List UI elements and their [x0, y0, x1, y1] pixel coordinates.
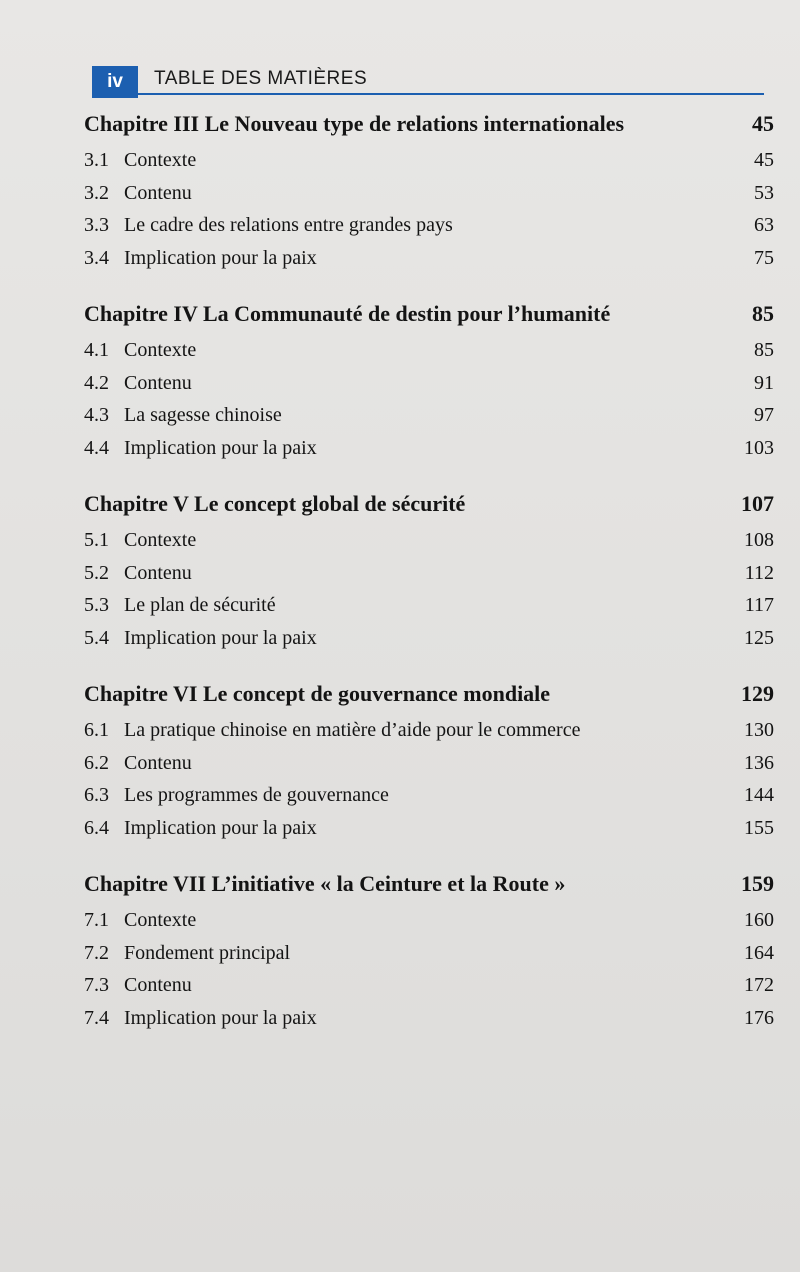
chapter-title: Chapitre IV La Communauté de destin pour l’humanité: [84, 301, 611, 326]
chapter-block: [84, 674, 774, 844]
section-title: Contexte: [124, 529, 197, 551]
section-row: [84, 557, 774, 590]
section-page: 176: [744, 1006, 774, 1029]
chapter-page: 159: [741, 871, 774, 896]
chapter-title: Chapitre V Le concept global de sécurité: [84, 491, 466, 516]
section-number: 4.4: [84, 436, 109, 459]
section-title: Fondement principal: [124, 941, 291, 964]
chapter-title: Chapitre VII L’initiative « la Ceinture et la Route »: [84, 871, 566, 896]
section-row: [84, 747, 774, 780]
chapter-block: [84, 104, 774, 274]
section-number: 7.2: [84, 941, 109, 964]
section-page: 144: [744, 784, 774, 806]
section-page: 130: [744, 719, 774, 741]
section-page: 117: [744, 594, 774, 616]
section-number: 3.2: [84, 181, 109, 204]
section-page: 85: [754, 339, 774, 361]
section-page: 103: [744, 436, 774, 459]
section-title: Contenu: [124, 371, 192, 394]
section-title: Le plan de sécurité: [124, 594, 276, 616]
section-title: Les programmes de gouvernance: [124, 784, 389, 806]
section-page: 112: [744, 561, 774, 584]
chapter-page: 129: [741, 681, 774, 706]
section-number: 6.2: [84, 751, 109, 774]
section-number: 5.3: [84, 594, 109, 616]
section-number: 3.4: [84, 246, 109, 269]
section-row: [84, 367, 774, 400]
section-page: 172: [744, 974, 774, 996]
section-page: 63: [754, 214, 774, 236]
chapter-page: 107: [741, 491, 774, 516]
section-row: [84, 432, 774, 465]
section-number: 5.1: [84, 529, 109, 551]
chapter-heading: [84, 104, 774, 144]
section-title: Le cadre des relations entre grandes pays: [124, 214, 453, 236]
section-number: 7.3: [84, 974, 109, 996]
section-number: 7.4: [84, 1006, 109, 1029]
section-row: [84, 969, 774, 1002]
section-title: Contenu: [124, 751, 192, 774]
section-title: La sagesse chinoise: [124, 404, 282, 426]
section-row: [84, 622, 774, 655]
section-number: 3.1: [84, 149, 109, 171]
section-title: La pratique chinoise en matière d’aide pour le commerce: [124, 719, 581, 741]
chapter-page: 45: [752, 111, 774, 136]
section-number: 5.2: [84, 561, 109, 584]
section-number: 6.3: [84, 784, 109, 806]
chapter-block: [84, 294, 774, 464]
chapter-heading: [84, 294, 774, 334]
section-page: 75: [754, 246, 774, 269]
section-row: [84, 144, 774, 177]
section-page: 136: [744, 751, 774, 774]
section-row: [84, 242, 774, 275]
chapter-heading: [84, 484, 774, 524]
chapter-block: [84, 864, 774, 1034]
section-title: Contenu: [124, 561, 192, 584]
page-number-badge: iv: [92, 66, 138, 98]
section-row: [84, 937, 774, 970]
section-row: [84, 714, 774, 747]
page-header: [92, 66, 764, 98]
section-number: 3.3: [84, 214, 109, 236]
chapter-block: [84, 484, 774, 654]
section-row: [84, 1002, 774, 1035]
section-page: 108: [744, 529, 774, 551]
header-rule: [138, 93, 764, 95]
section-row: [84, 334, 774, 367]
chapter-heading: [84, 674, 774, 714]
section-title: Implication pour la paix: [124, 1006, 317, 1029]
section-page: 160: [744, 909, 774, 931]
table-of-contents: [84, 104, 774, 1054]
chapter-page: 85: [752, 301, 774, 326]
section-title: Contexte: [124, 149, 197, 171]
section-title: Implication pour la paix: [124, 816, 317, 839]
section-number: 4.2: [84, 371, 109, 394]
section-row: [84, 904, 774, 937]
section-row: [84, 209, 774, 242]
section-page: 155: [744, 816, 774, 839]
section-row: [84, 812, 774, 845]
chapter-title: Chapitre III Le Nouveau type de relations internationales: [84, 111, 625, 136]
section-title: Contenu: [124, 181, 192, 204]
section-number: 7.1: [84, 909, 109, 931]
section-row: [84, 779, 774, 812]
section-title: Contenu: [124, 974, 192, 996]
section-row: [84, 399, 774, 432]
section-page: 125: [744, 626, 774, 649]
section-title: Implication pour la paix: [124, 436, 317, 459]
section-page: 164: [744, 941, 774, 964]
section-number: 5.4: [84, 626, 109, 649]
section-title: Implication pour la paix: [124, 626, 317, 649]
section-number: 4.3: [84, 404, 109, 426]
section-page: 45: [754, 149, 774, 171]
section-number: 6.1: [84, 719, 109, 741]
section-title: Implication pour la paix: [124, 246, 317, 269]
section-row: [84, 177, 774, 210]
header-title: TABLE DES MATIÈRES: [154, 68, 368, 89]
section-title: Contexte: [124, 909, 197, 931]
section-number: 6.4: [84, 816, 109, 839]
chapter-title: Chapitre VI Le concept de gouvernance mondiale: [84, 681, 551, 706]
section-page: 53: [754, 181, 774, 204]
section-page: 91: [754, 371, 774, 394]
section-title: Contexte: [124, 339, 197, 361]
section-number: 4.1: [84, 339, 109, 361]
section-row: [84, 524, 774, 557]
section-row: [84, 589, 774, 622]
section-page: 97: [754, 404, 774, 426]
chapter-heading: [84, 864, 774, 904]
